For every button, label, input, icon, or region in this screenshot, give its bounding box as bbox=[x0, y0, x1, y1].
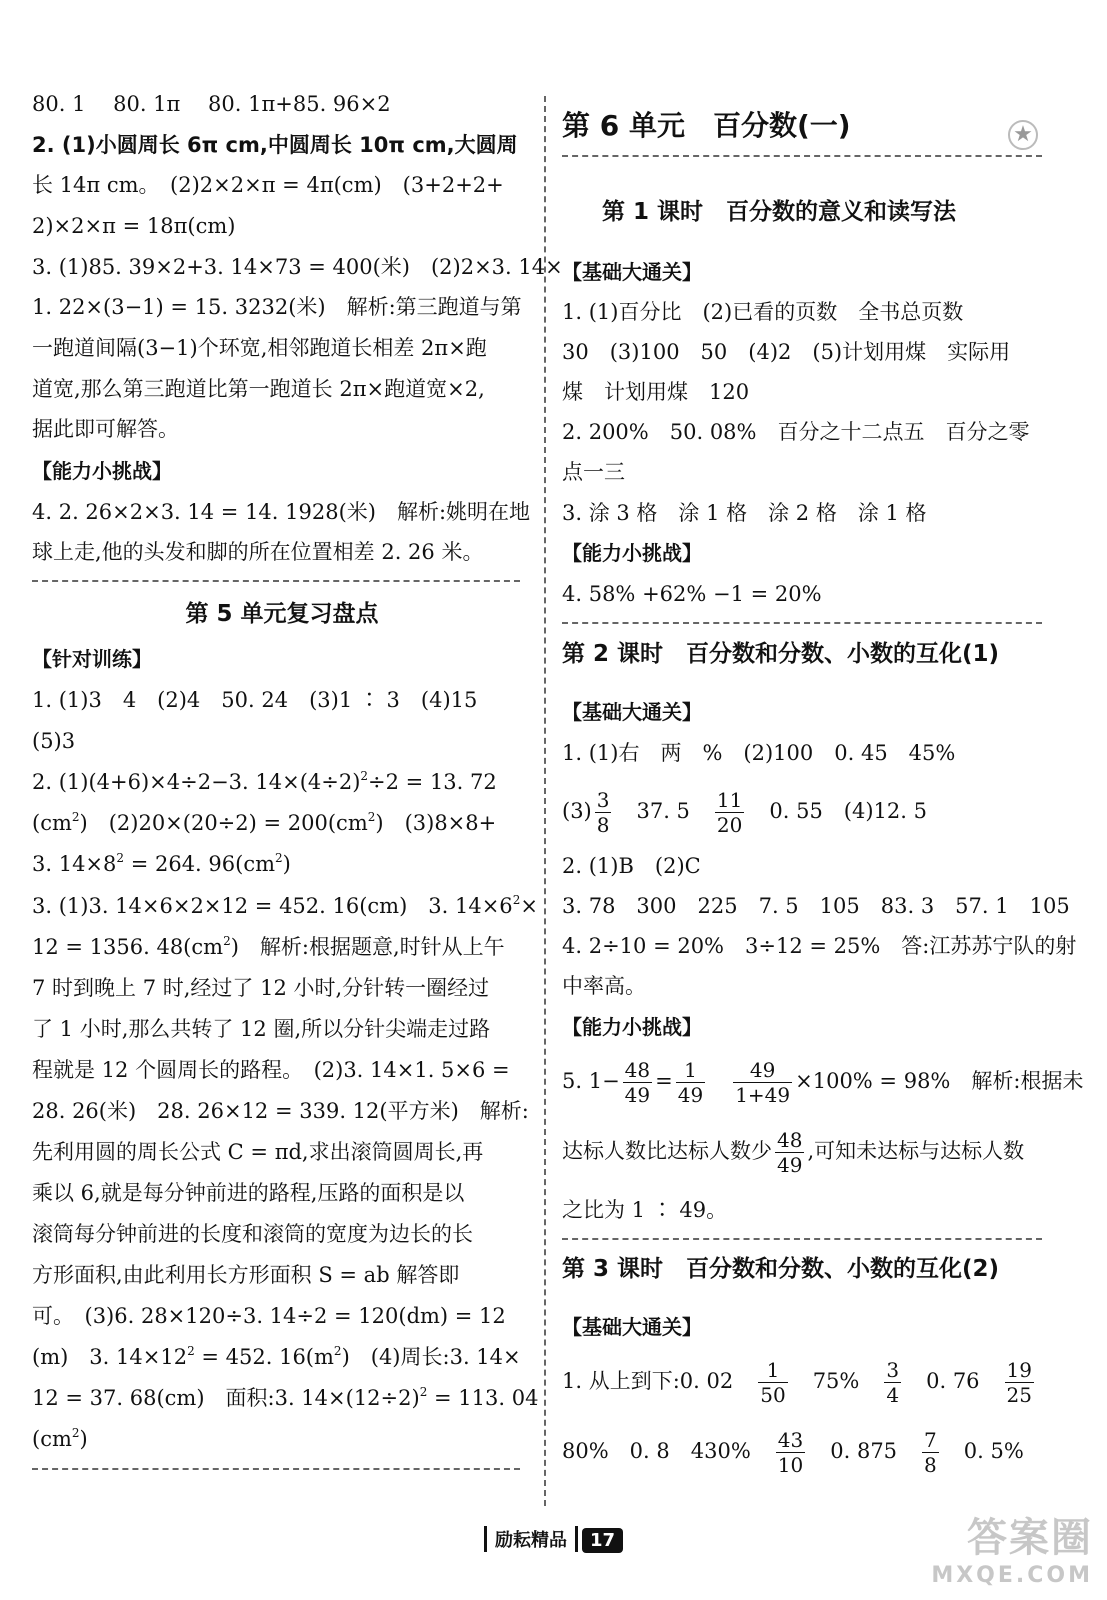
superscript: 2 bbox=[360, 769, 369, 783]
text-segment: ) 解析:根据题意,时针从上午 bbox=[230, 935, 505, 959]
numerator: 19 bbox=[1006, 1358, 1032, 1382]
text-line: 了 1 小时,那么共转了 12 圈,所以分针尖端走过路 bbox=[32, 1017, 491, 1041]
text-line: 先利用圆的周长公式 C = πd,求出滚筒圆周长,再 bbox=[32, 1140, 484, 1164]
section-title: 第 5 单元复习盘点 bbox=[185, 601, 379, 627]
denominator: 10 bbox=[777, 1453, 804, 1477]
text-segment: = 113. 04 bbox=[427, 1386, 539, 1410]
text-segment: 75% bbox=[812, 1369, 860, 1393]
text-segment: 0. 76 bbox=[926, 1369, 980, 1393]
lesson-title: 第 1 课时 百分数的意义和读写法 bbox=[602, 199, 957, 225]
superscript: 2 bbox=[223, 934, 231, 948]
text-line bbox=[32, 809, 496, 837]
text-segment: 2. (1)(4+6)×4÷2−3. 14×(4÷2) bbox=[32, 770, 361, 794]
fraction bbox=[715, 790, 744, 835]
fraction bbox=[922, 1430, 939, 1475]
numerator: 43 bbox=[777, 1428, 804, 1452]
section-tag: 【能力小挑战】 bbox=[32, 459, 172, 483]
text-segment: 1. 从上到下:0. 02 bbox=[562, 1369, 734, 1393]
text-segment: 3. 14×8 bbox=[32, 852, 117, 876]
text-line: 3. 涂 3 格 涂 1 格 涂 2 格 涂 1 格 bbox=[562, 501, 927, 525]
section-divider bbox=[32, 1468, 520, 1470]
superscript: 2 bbox=[187, 1344, 195, 1358]
text-line: 道宽,那么第三跑道比第一跑道长 2π×跑道宽×2, bbox=[32, 377, 485, 401]
text-segment: = bbox=[655, 1069, 673, 1093]
superscript: 2 bbox=[419, 1385, 428, 1399]
denominator: 49 bbox=[777, 1153, 803, 1177]
text-line bbox=[32, 768, 497, 796]
denominator: 1+49 bbox=[735, 1083, 791, 1107]
text-line: 之比为 1 ∶ 49。 bbox=[562, 1198, 728, 1222]
text-line bbox=[562, 1358, 1037, 1405]
denominator: 4 bbox=[886, 1383, 900, 1407]
section-divider bbox=[32, 580, 520, 582]
text-segment: 0. 875 bbox=[830, 1439, 898, 1463]
text-line bbox=[562, 1428, 1024, 1475]
text-segment: 12 = 37. 68(cm) 面积:3. 14×(12÷2) bbox=[32, 1386, 420, 1410]
text-line: 2. 200% 50. 08% 百分之十二点五 百分之零 bbox=[562, 420, 1030, 444]
numerator: 1 bbox=[758, 1360, 787, 1383]
watermark-url: MXQE.COM bbox=[931, 1563, 1093, 1588]
text-line: (5)3 bbox=[32, 729, 76, 753]
numerator: 48 bbox=[624, 1058, 651, 1082]
text-line bbox=[562, 788, 927, 835]
text-segment: ÷2 = 13. 72 bbox=[368, 770, 497, 794]
denominator: 8 bbox=[596, 813, 610, 837]
text-line bbox=[32, 1384, 538, 1412]
denominator: 49 bbox=[677, 1083, 704, 1107]
text-line: 80. 1 80. 1π 80. 1π+85. 96×2 bbox=[32, 92, 391, 116]
fraction bbox=[676, 1060, 705, 1105]
text-line: 可。 (3)6. 28×120÷3. 14÷2 = 120(dm) = 12 bbox=[32, 1304, 506, 1328]
superscript: 2 bbox=[71, 810, 80, 824]
text-segment: ) (4)周长:3. 14× bbox=[341, 1345, 521, 1369]
text-segment: 达标人数比达标人数少 bbox=[562, 1139, 772, 1163]
page-number: 17 bbox=[582, 1528, 623, 1553]
text-segment: (m) 3. 14×12 bbox=[32, 1345, 188, 1369]
text-segment: ) (3)8×8+ bbox=[375, 811, 497, 835]
denominator: 49 bbox=[624, 1083, 651, 1107]
numerator: 48 bbox=[777, 1128, 803, 1152]
section-tag: 【能力小挑战】 bbox=[562, 541, 702, 565]
section-tag: 【基础大通关】 bbox=[562, 1315, 702, 1339]
text-segment: (cm bbox=[32, 811, 72, 835]
text-segment: 0. 55 (4)12. 5 bbox=[769, 799, 927, 823]
numerator: 3 bbox=[596, 788, 610, 812]
text-line: 1. 22×(3−1) = 15. 3232(米) 解析:第三跑道与第 bbox=[32, 295, 522, 319]
text-line: 1. (1)百分比 (2)已看的页数 全书总页数 bbox=[562, 300, 964, 324]
fraction bbox=[595, 790, 612, 835]
text-segment: ) bbox=[79, 1427, 88, 1451]
text-segment: (3) bbox=[562, 799, 592, 823]
fraction bbox=[1005, 1360, 1034, 1405]
text-line: 2. (1)B (2)C bbox=[562, 854, 701, 878]
lesson-title: 第 3 课时 百分数和分数、小数的互化(2) bbox=[562, 1256, 1000, 1282]
text-segment: 12 = 1356. 48(cm bbox=[32, 935, 224, 959]
text-line: 球上走,他的头发和脚的所在位置相差 2. 26 米。 bbox=[32, 540, 484, 564]
fraction bbox=[733, 1060, 792, 1105]
text-line bbox=[32, 850, 291, 878]
text-segment: ,可知未达标与达标人数 bbox=[807, 1139, 1025, 1163]
text-segment: 37. 5 bbox=[636, 799, 690, 823]
section-divider bbox=[562, 622, 1042, 624]
text-line: 2)×2×π = 18π(cm) bbox=[32, 214, 236, 238]
text-line: 1. (1)右 两 % (2)100 0. 45 45% bbox=[562, 741, 956, 765]
text-line bbox=[32, 892, 538, 920]
section-tag: 【基础大通关】 bbox=[562, 700, 702, 724]
denominator: 25 bbox=[1006, 1383, 1032, 1407]
text-line: 7 时到晚上 7 时,经过了 12 小时,分针转一圈经过 bbox=[32, 976, 490, 1000]
text-line: 3. 78 300 225 7. 5 105 83. 3 57. 1 105 bbox=[562, 894, 1070, 918]
text-segment: 80% 0. 8 430% bbox=[562, 1439, 751, 1463]
text-segment: ) (2)20×(20÷2) = 200(cm bbox=[79, 811, 368, 835]
section-divider bbox=[562, 1238, 1042, 1240]
text-line: 点一三 bbox=[562, 460, 625, 484]
denominator: 8 bbox=[924, 1453, 937, 1477]
text-line: 滚筒每分钟前进的长度和滚筒的宽度为边长的长 bbox=[32, 1222, 473, 1246]
section-tag: 【基础大通关】 bbox=[562, 260, 702, 284]
text-line: 煤 计划用煤 120 bbox=[562, 380, 750, 404]
star-icon: ★ bbox=[1008, 120, 1038, 150]
fraction bbox=[623, 1060, 652, 1105]
text-line bbox=[562, 1058, 1083, 1105]
text-line bbox=[32, 933, 505, 961]
text-line: 方形面积,由此利用长方形面积 S = ab 解答即 bbox=[32, 1263, 460, 1287]
text-segment: (cm bbox=[32, 1427, 72, 1451]
text-line: 一跑道间隔(3−1)个环宽,相邻跑道长相差 2π×跑 bbox=[32, 336, 487, 360]
column-divider bbox=[544, 96, 546, 1506]
denominator: 50 bbox=[760, 1383, 786, 1407]
text-segment: × bbox=[520, 894, 538, 918]
fraction bbox=[758, 1360, 787, 1405]
numerator: 3 bbox=[886, 1358, 900, 1382]
text-line: 1. (1)3 4 (2)4 50. 24 (3)1 ∶ 3 (4)15 bbox=[32, 688, 478, 712]
section-tag: 【针对训练】 bbox=[32, 647, 152, 671]
fraction bbox=[884, 1360, 901, 1405]
superscript: 2 bbox=[275, 851, 283, 865]
text-line: 28. 26(米) 28. 26×12 = 339. 12(平方米) 解析: bbox=[32, 1099, 529, 1123]
superscript: 2 bbox=[333, 1344, 342, 1358]
numerator: 1 bbox=[676, 1060, 705, 1083]
text-line: 2. (1)小圆周长 6π cm,中圆周长 10π cm,大圆周 bbox=[32, 133, 518, 157]
text-line: 4. 58% +62% −1 = 20% bbox=[562, 582, 822, 606]
numerator: 49 bbox=[733, 1060, 792, 1083]
text-line: 4. 2÷10 = 20% 3÷12 = 25% 答:江苏苏宁队的射 bbox=[562, 934, 1077, 958]
text-line bbox=[32, 1425, 88, 1453]
superscript: 2 bbox=[512, 893, 521, 907]
numerator: 7 bbox=[924, 1428, 937, 1452]
section-divider bbox=[562, 155, 1042, 157]
watermark bbox=[931, 1506, 1093, 1588]
text-line bbox=[562, 1128, 1024, 1175]
text-line: 中率高。 bbox=[562, 974, 646, 998]
text-segment: ×100% = 98% 解析:根据未 bbox=[795, 1069, 1084, 1093]
text-segment: 3. (1)3. 14×6×2×12 = 452. 16(cm) 3. 14×6 bbox=[32, 894, 513, 918]
fraction bbox=[775, 1130, 804, 1175]
text-line: 乘以 6,就是每分钟前进的路程,压路的面积是以 bbox=[32, 1181, 465, 1205]
text-line: 4. 2. 26×2×3. 14 = 14. 1928(米) 解析:姚明在地 bbox=[32, 500, 531, 524]
text-segment: = 452. 16(m bbox=[194, 1345, 334, 1369]
brand-label: 励耘精品 bbox=[484, 1526, 578, 1552]
section-tag: 【能力小挑战】 bbox=[562, 1015, 702, 1039]
text-line: 程就是 12 个圆周长的路程。 (2)3. 14×1. 5×6 = bbox=[32, 1058, 510, 1082]
superscript: 2 bbox=[71, 1426, 80, 1440]
text-line: 长 14π cm。 (2)2×2×π = 4π(cm) (3+2+2+ bbox=[32, 173, 504, 197]
text-segment: 5. 1− bbox=[562, 1069, 620, 1093]
text-segment: 0. 5% bbox=[963, 1439, 1024, 1463]
fraction bbox=[776, 1430, 805, 1475]
superscript: 2 bbox=[116, 851, 125, 865]
text-line: 据此即可解答。 bbox=[32, 417, 179, 441]
watermark-title: 答案圈 bbox=[967, 1515, 1093, 1561]
text-segment: ) bbox=[282, 852, 291, 876]
unit-title: 第 6 单元 百分数(一) bbox=[562, 109, 851, 142]
lesson-title: 第 2 课时 百分数和分数、小数的互化(1) bbox=[562, 641, 1000, 667]
text-line: 30 (3)100 50 (4)2 (5)计划用煤 实际用 bbox=[562, 340, 1011, 364]
text-line: 3. (1)85. 39×2+3. 14×73 = 400(米) (2)2×3. 14× bbox=[32, 255, 563, 279]
numerator: 11 bbox=[716, 788, 743, 812]
denominator: 20 bbox=[716, 813, 743, 837]
text-line bbox=[32, 1343, 521, 1371]
text-segment: = 264. 96(cm bbox=[124, 852, 275, 876]
superscript: 2 bbox=[367, 810, 376, 824]
